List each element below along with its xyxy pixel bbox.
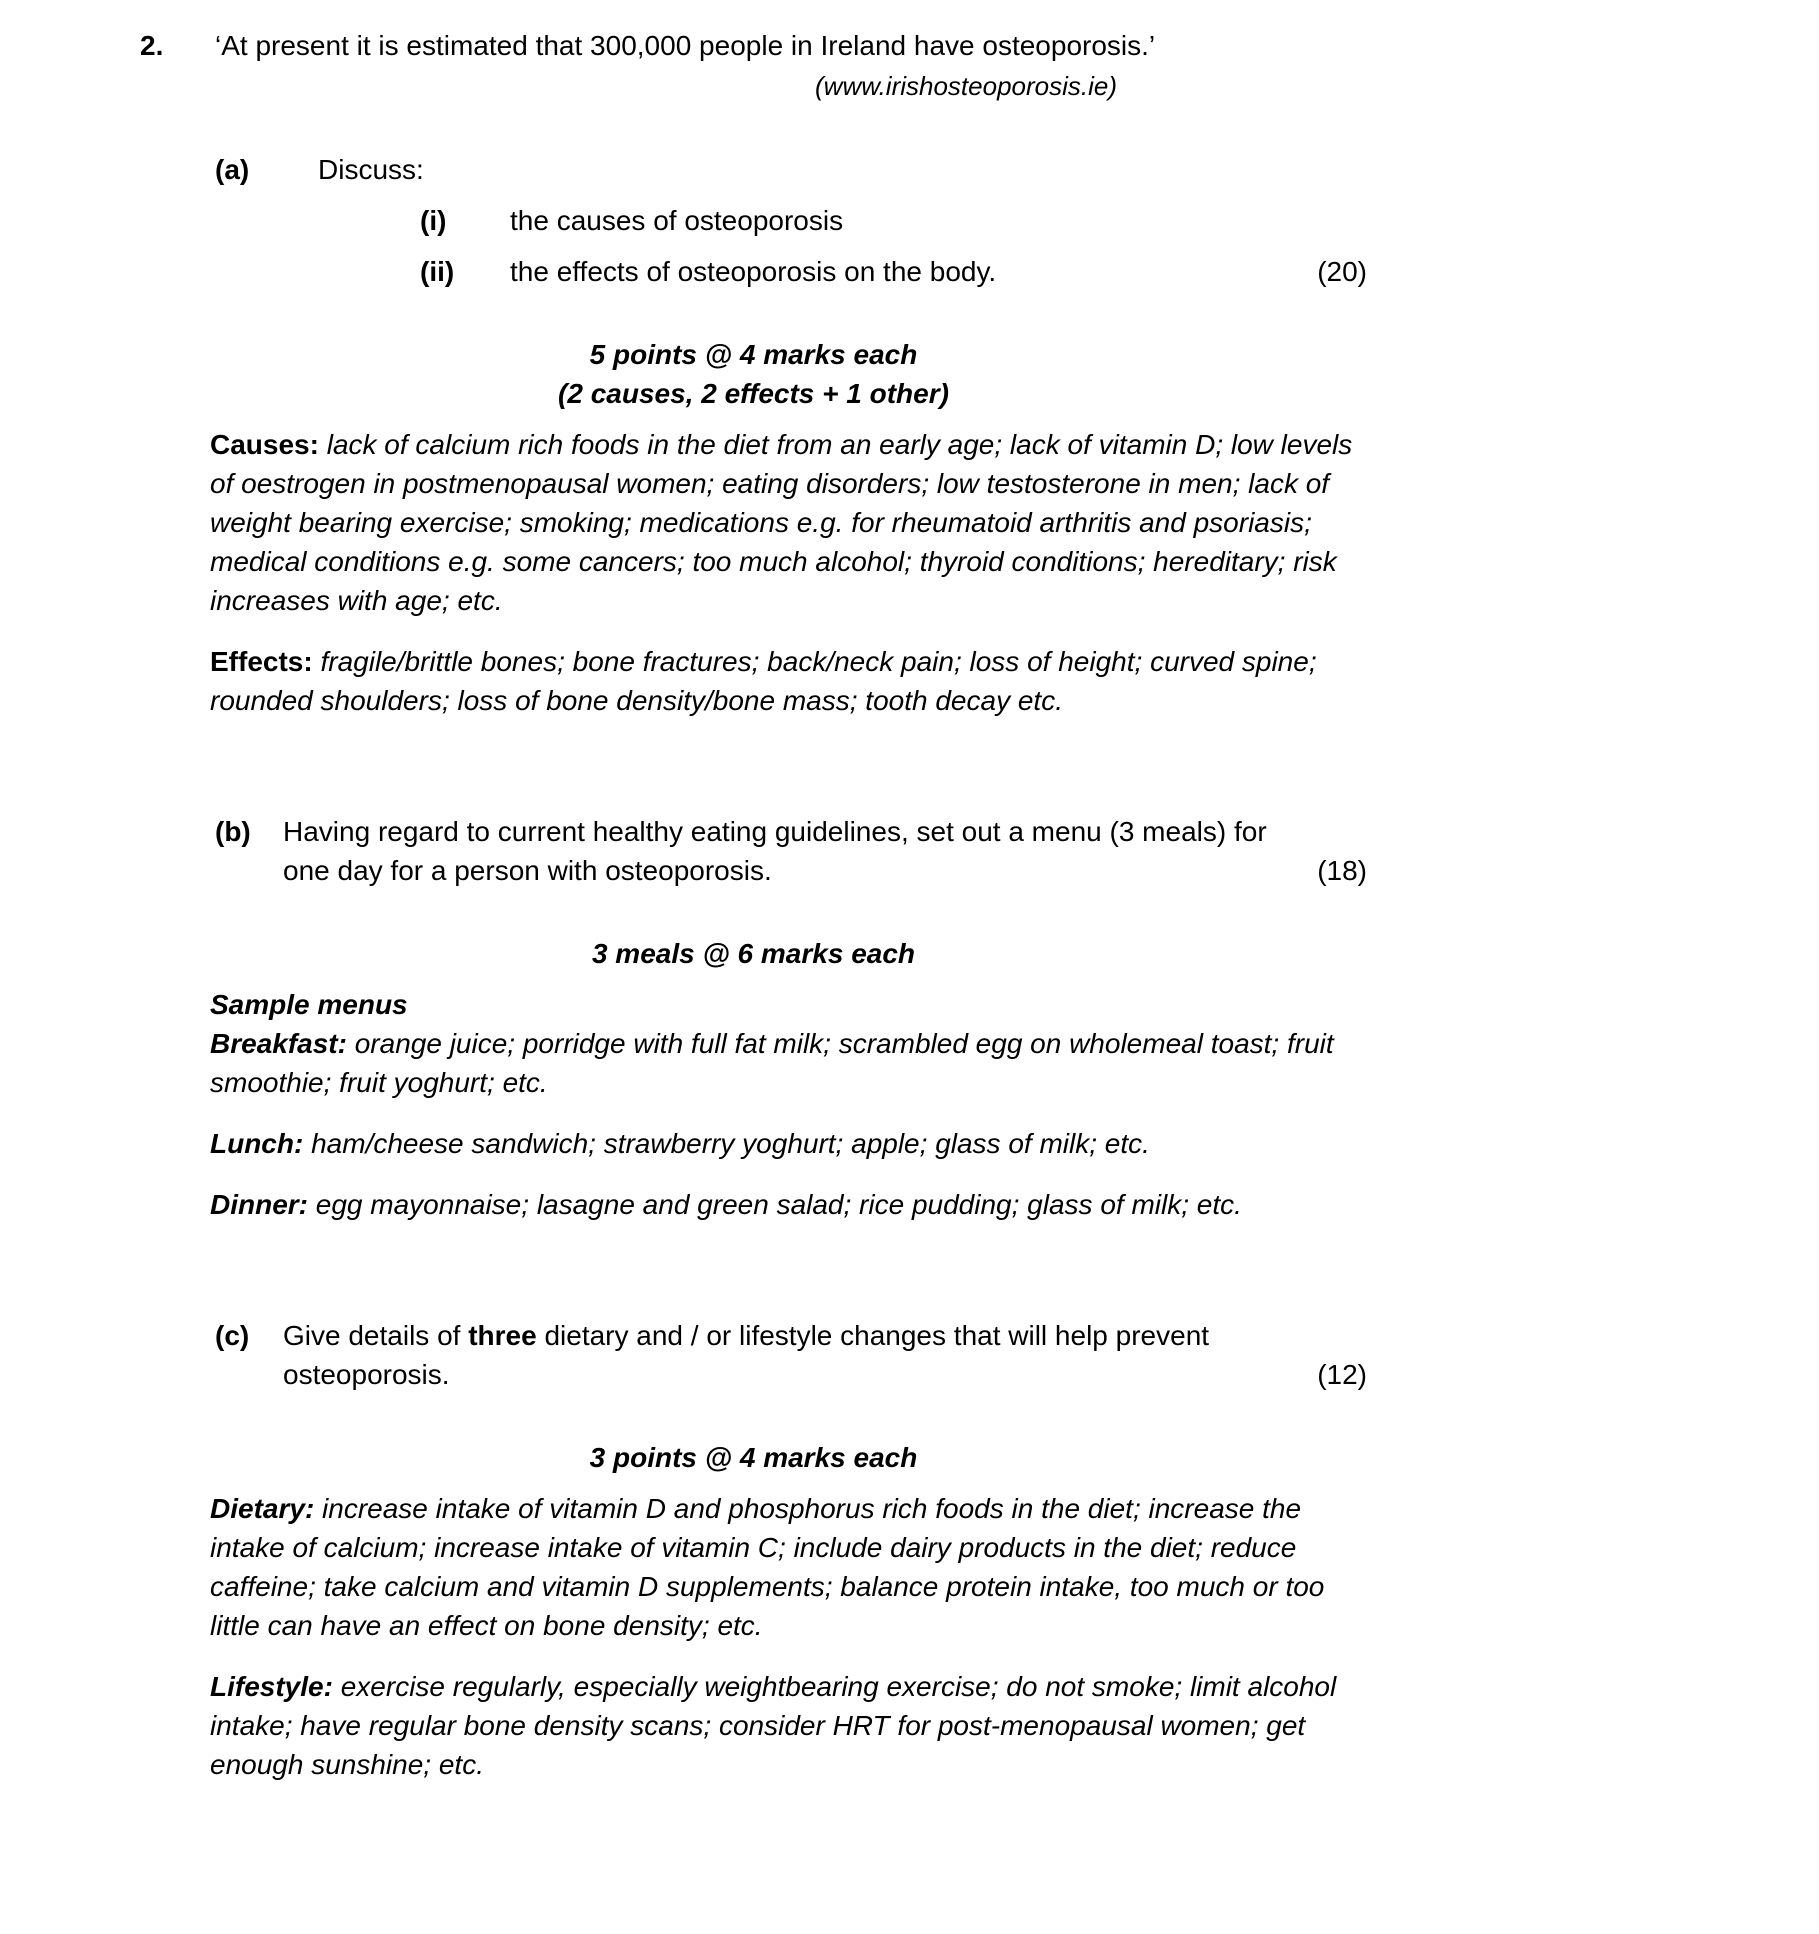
part-c-text-before: Give details of <box>283 1320 469 1351</box>
part-b-marks: (18) <box>1317 855 1367 886</box>
question-quote: ‘At present it is estimated that 300,000 people in Ireland have osteoporosis.’ <box>215 30 1156 61</box>
part-b-label: (b) <box>215 816 251 847</box>
part-c-marks: (12) <box>1317 1359 1367 1390</box>
breakfast-label: Breakfast: <box>210 1028 347 1059</box>
part-c-text <box>283 1316 1268 1394</box>
part-a-item-ii-label: (ii) <box>420 256 455 287</box>
part-b-text: Having regard to current healthy eating guidelines, set out a menu (3 meals) for one day for a person with osteoporosis. <box>283 816 1267 886</box>
part-a-item-i-label: (i) <box>420 205 447 236</box>
part-b-scheme-heading: 3 meals @ 6 marks each <box>591 938 916 969</box>
part-c-text-after: dietary and / or lifestyle changes that will help prevent osteoporosis. <box>283 1320 1210 1390</box>
part-a-marks: (20) <box>1317 256 1367 287</box>
lifestyle-text: exercise regularly, especially weightbearing exercise; do not smoke; limit alcohol intake; have regular bone density scans; consider HRT for post-menopausal women; get enough sunshine; etc. <box>210 1671 1337 1780</box>
question-number: 2. <box>140 30 164 61</box>
part-a-item-i-text: the causes of osteoporosis <box>510 205 844 236</box>
causes-text: lack of calcium rich foods in the diet from an early age; lack of vitamin D; low levels of oestrogen in postmenopausal women; eating disorders; low testosterone in men; lack of weight bearing exercise; smoking; medications e.g. for rheumatoid arthritis and psoriasis; medical conditions e.g. some cancers; too much alcohol; thyroid conditions; hereditary; risk increases with age; etc. <box>210 429 1353 616</box>
dietary-paragraph <box>210 1489 1360 1645</box>
part-b-question <box>215 812 1367 890</box>
breakfast-text: orange juice; porridge with full fat milk; scrambled egg on wholemeal toast; fruit smoothie; fruit yoghurt; etc. <box>210 1028 1334 1098</box>
part-a-item-i <box>420 201 1367 240</box>
question-header <box>140 26 1367 65</box>
part-a-label: (a) <box>215 154 250 185</box>
lunch-text: ham/cheese sandwich; strawberry yoghurt; apple; glass of milk; etc. <box>311 1128 1150 1159</box>
lifestyle-paragraph <box>210 1667 1360 1784</box>
sample-menus-label: Sample menus <box>210 989 408 1020</box>
causes-paragraph <box>210 425 1360 620</box>
part-c-scheme-heading: 3 points @ 4 marks each <box>589 1442 918 1473</box>
part-c-text-bold: three <box>468 1320 537 1351</box>
part-a-intro <box>215 150 1367 189</box>
dinner-paragraph <box>210 1185 1360 1224</box>
quote-source: (www.irishosteoporosis.ie) <box>815 71 1117 101</box>
part-a-item-ii-text: the effects of osteoporosis on the body. <box>510 256 997 287</box>
effects-label: Effects: <box>210 646 313 677</box>
effects-text: fragile/brittle bones; bone fractures; back/neck pain; loss of height; curved spine; rounded shoulders; loss of bone density/bone mass; tooth decay etc. <box>210 646 1317 716</box>
lifestyle-label: Lifestyle: <box>210 1671 333 1702</box>
effects-paragraph <box>210 642 1360 720</box>
part-a-scheme-heading-1: 5 points @ 4 marks each <box>589 339 918 370</box>
part-c-label: (c) <box>215 1320 250 1351</box>
dinner-text: egg mayonnaise; lasagne and green salad; rice pudding; glass of milk; etc. <box>315 1189 1242 1220</box>
part-a-intro-text: Discuss: <box>318 154 424 185</box>
lunch-paragraph <box>210 1124 1360 1163</box>
dinner-label: Dinner: <box>210 1189 308 1220</box>
causes-label: Causes: <box>210 429 319 460</box>
dietary-text: increase intake of vitamin D and phosphorus rich foods in the diet; increase the intake of calcium; increase intake of vitamin C; include dairy products in the diet; reduce caffeine; take calcium and vitamin D supplements; balance protein intake, too much or too little can have an effect on bone density; etc. <box>210 1493 1325 1641</box>
part-a-item-ii <box>420 252 1367 291</box>
part-a-scheme-heading-2: (2 causes, 2 effects + 1 other) <box>558 378 949 409</box>
lunch-label: Lunch: <box>210 1128 304 1159</box>
breakfast-paragraph <box>210 1024 1360 1102</box>
part-c-question <box>215 1316 1367 1394</box>
dietary-label: Dietary: <box>210 1493 315 1524</box>
